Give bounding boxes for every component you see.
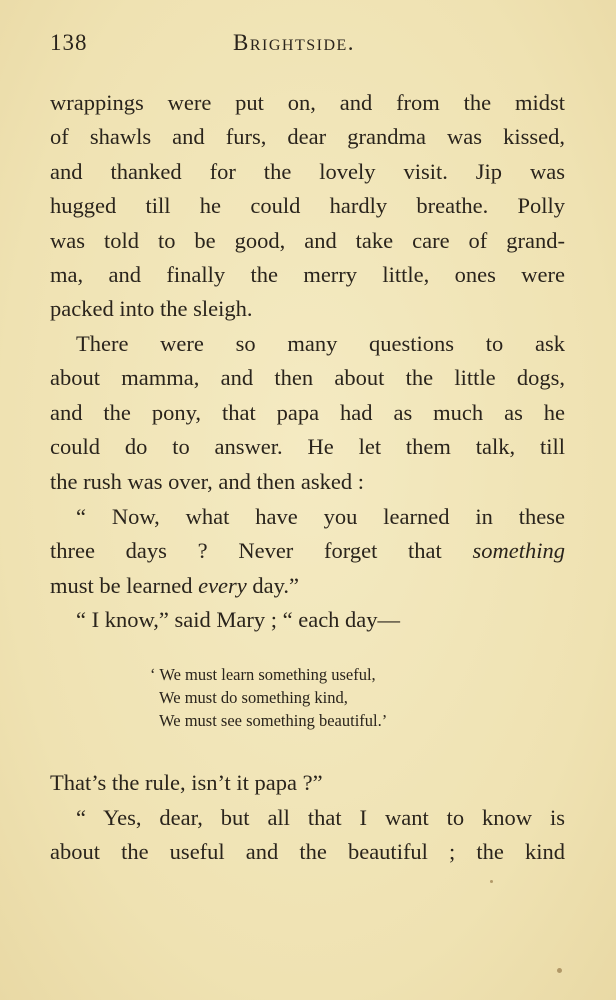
text-line: ma, and finally the merry little, ones were (50, 261, 565, 287)
page-header (50, 30, 566, 60)
poem-line: ‘ We must learn something useful, (150, 665, 376, 684)
running-title: Brightside. (233, 30, 356, 55)
text-line: and thanked for the lovely visit. Jip was (50, 158, 565, 184)
paper-speck (557, 968, 562, 973)
text-line: about mamma, and then about the little dogs, (50, 365, 565, 391)
text-fragment: day.” (246, 572, 300, 598)
paper-speck (490, 880, 493, 883)
page-number: 138 (50, 30, 88, 55)
text-line: could do to answer. He let them talk, till (50, 434, 565, 460)
text-line: of shawls and furs, dear grandma was kissed, (50, 124, 565, 150)
paragraph-2 (50, 327, 565, 499)
text-line: “ Yes, dear, but all that I want to know is (76, 805, 565, 830)
text-line: wrappings were put on, and from the midst (50, 90, 565, 115)
text-line: hugged till he could hardly breathe. Polly (50, 193, 565, 219)
text-line: the rush was over, and then asked : (50, 468, 365, 494)
text-line (50, 569, 565, 603)
text-line: That’s the rule, isn’t it papa ?” (50, 770, 323, 795)
text-line: was told to be good, and take care of grand- (50, 227, 565, 253)
paragraph-3 (50, 500, 565, 603)
poem-line: We must see something beautiful.’ (159, 711, 388, 730)
text-line (50, 534, 565, 568)
paragraph-1 (50, 86, 565, 327)
text-line: and the pony, that papa had as much as he (50, 399, 565, 425)
text-line: There were so many questions to ask (76, 331, 565, 356)
text-fragment: must be learned (50, 572, 199, 598)
paragraph-5 (50, 766, 565, 800)
text-line: packed into the sleigh. (50, 296, 253, 322)
text-fragment: three days ? Never forget that (50, 538, 473, 564)
italic-word: something (472, 538, 565, 564)
italic-word: every (198, 572, 247, 598)
text-line: about the useful and the beautiful ; the kind (50, 839, 565, 865)
paragraph-4 (50, 603, 565, 637)
poem-quote (150, 663, 387, 732)
text-line: “ Now, what have you learned in these (76, 504, 565, 529)
poem-line: We must do something kind, (159, 688, 348, 707)
paragraph-6 (50, 801, 565, 870)
text-line: “ I know,” said Mary ; “ each day— (76, 607, 401, 632)
